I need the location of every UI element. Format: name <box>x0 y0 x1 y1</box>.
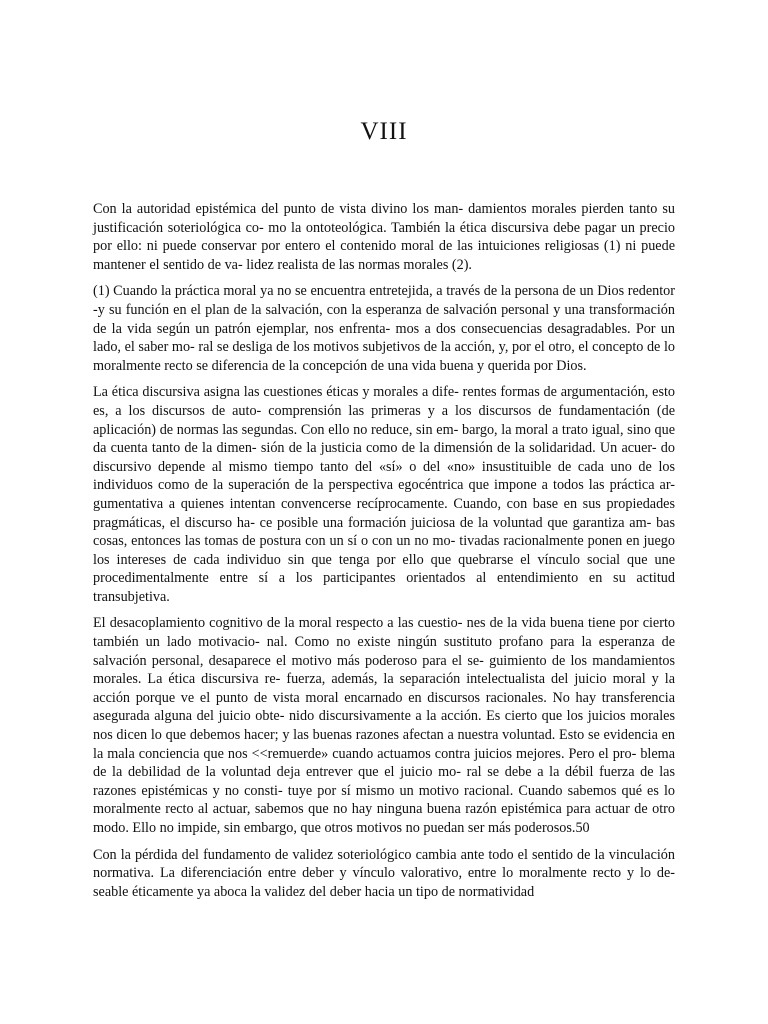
paragraph: Con la pérdida del fundamento de validez soteriológico cambia ante todo el sentido de la vinculación normativa. La diferenciación entre deber y vínculo valorativo, entre lo moralmente recto y lo de- seable éticamente ya aboca la validez del deber hacia un tipo de normatividad <box>93 846 675 900</box>
paragraph: (1) Cuando la práctica moral ya no se encuentra entretejida, a través de la persona de un Dios redentor -y su función en el plan de la salvación, con la esperanza de salvación personal y una transformación de la vida según un patrón ejemplar, nos enfrenta- mos a dos consecuencias desagradables. Por un lado, el saber mo- ral se desliga de los motivos subjetivos de la acción, y, por el otro, el concepto de lo moralmente recto se diferencia de la concepción de una vida buena y querida por Dios. <box>93 283 675 374</box>
body-text <box>93 200 675 909</box>
paragraph: Con la autoridad epistémica del punto de vista divino los man- damientos morales pierden tanto su justificación soteriológica co- mo la ontoteológica. También la ética discursiva debe pagar un precio por ello: ni puede conservar por entero el contenido moral de las intuiciones religiosas (1) ni puede mantener el sentido de va- lidez realista de las normas morales (2). <box>93 201 675 273</box>
chapter-title: VIII <box>360 118 408 145</box>
paragraph: El desacoplamiento cognitivo de la moral respecto a las cuestio- nes de la vida buena tiene por cierto también un lado motivacio- nal. Como no existe ningún sustituto profano para la esperanza de salvación personal, desaparece el motivo más poderoso para el se- guimiento de los mandamientos morales. La ética discursiva re- fuerza, además, la separación intelectualista del juicio moral y la acción porque ve el punto de vista moral encarnado en discursos racionales. No hay transferencia asegurada alguna del juicio obte- nido discursivamente a la acción. Es cierto que los juicios morales nos dicen lo que debemos hacer; y las buenas razones afectan a nuestra voluntad. Esto se evidencia en la mala conciencia que nos <<remuerde» cuando actuamos contra juicios mejores. Pero el pro- blema de la debilidad de la voluntad deja entrever que el juicio mo- ral se debe a la débil fuerza de las razones epistémicas y no consti- tuye por sí mismo un motivo racional. Cuando sabemos qué es lo moralmente recto al actuar, sabemos que no hay ninguna buena razón epistémica para actuar de otro modo. Ello no impide, sin embargo, que otros motivos no puedan ser más poderosos.50 <box>93 615 675 836</box>
paragraph: La ética discursiva asigna las cuestiones éticas y morales a dife- rentes formas de argumentación, esto es, a los discursos de auto- comprensión las primeras y a los discursos de fundamentación (de aplicación) de normas las segundas. Con ello no reduce, sin em- bargo, la moral a trato igual, sino que da cuenta tanto de la dimen- sión de la justicia como de la dimensión de la solidaridad. Un acuer- do discursivo depende al mismo tiempo tanto del «sí» o del «no» insustituible de cada uno de los individuos como de la superación de la perspectiva egocéntrica que impone a todos las práctica ar- gumentativa a quienes intentan convencerse recíprocamente. Cuando, con base en sus propiedades pragmáticas, el discurso ha- ce posible una formación juiciosa de la voluntad que garantiza am- bas cosas, entonces las tomas de postura con un sí o con un no mo- tivadas racionalmente ponen en juego los intereses de cada individuo sin que tenga por ello que quebrarse el vínculo social que une procedimentalmente entre sí a los participantes orientados al entendimiento en su actitud transubjetiva. <box>93 384 675 605</box>
